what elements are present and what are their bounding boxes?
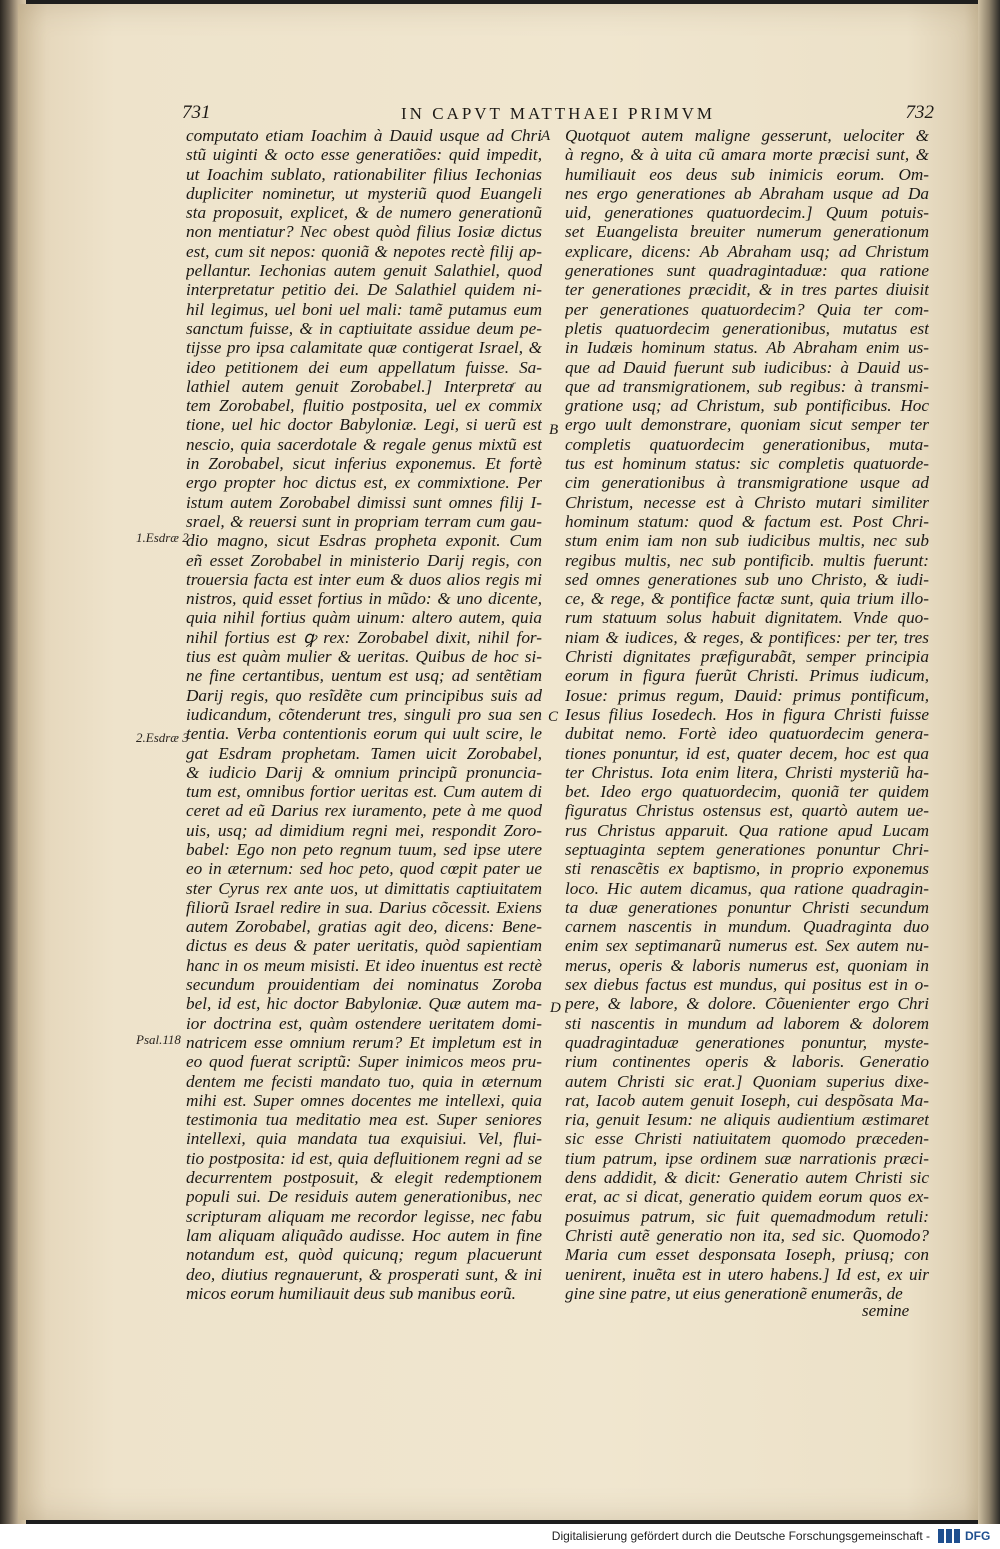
text-line: sta proposuit, explicet, & de numero generationũ (186, 203, 542, 223)
text-line: rum statuum solus habuit dignitatem. Vnde quo- (565, 608, 929, 628)
section-marker-a: A (541, 128, 551, 144)
text-line: que ad Dauid fuerunt sub iudicibus: à Dauid us- (565, 357, 929, 377)
text-line: ergo uult demonstrare, quoniam sicut semper ter (565, 415, 929, 435)
margin-note-esdrae-3: 2.Esdræ 3 (136, 730, 189, 745)
text-line: sanctum fuisse, & in captiuitate assidue deum pe- (186, 318, 542, 338)
text-line: notandum est, quòd quicunq; regum placuerunt (186, 1245, 542, 1265)
text-line: dupliciter nominetur, ut mysteriũ quod Euangeli (186, 183, 542, 203)
text-line: intellexi, quia mandata tua exquisiui. Vel, flui- (186, 1129, 542, 1149)
text-line: set Euangelista breuiter numerum generationum (565, 222, 929, 242)
text-line: tus est hominum status: sic completis quatuorde- (565, 454, 929, 474)
text-line: septuaginta septem generationes ponuntur Chri- (565, 839, 929, 859)
text-line: babel: Ego non peto regnum tuum, sed ipse utere (186, 839, 542, 859)
text-line: filiorũ Israel redire in sua. Darius cõcessit. Exiens (186, 897, 542, 917)
right-text-column (565, 126, 929, 1303)
text-line: decurrentem postposuit, & elegit redemptionem (186, 1168, 542, 1188)
text-line: ne fine certantibus, uentum est usq; ad sentẽtiam (186, 666, 542, 686)
text-line: non mentiatur? Nec obest quòd filius Iosiæ dictus (186, 222, 542, 242)
text-line: Christum, necesse est à Christo mutari similiter (565, 492, 929, 512)
text-line: srael, & reuersi sunt in propriam terram cum gau- (186, 511, 542, 531)
text-line: gat Esdram prophetam. Tamen uicit Zorobabel, (186, 743, 542, 763)
text-line: generationes sunt quadragintaduæ: qua ratione (565, 261, 929, 281)
text-line: uis, usq; ad dimidium regni mei, respondit Zoro- (186, 820, 542, 840)
text-line: Quotquot autem maligne gesserunt, uelociter & (565, 126, 929, 145)
text-line: rat, Iacob autem genuit Ioseph, cui despõsata Ma- (565, 1090, 929, 1110)
text-line: Maria cum esset desponsata Ioseph, priusq; con (565, 1245, 929, 1265)
text-line: nistros, quid esset fortius in mũdo: & uno dicente, (186, 589, 542, 609)
text-line: quia nihil fortius quàm uinum: altero autem, quia (186, 608, 542, 628)
text-line: autem Christi sic erat.] Quoniam superius dixe- (565, 1071, 929, 1091)
footer-bar (0, 1524, 1000, 1549)
text-line: stũ uiginti & octo esse generatiões: quid impedit, (186, 145, 542, 165)
funding-notice: Digitalisierung gefördert durch die Deutsche Forschungsgemeinschaft - (551, 1529, 930, 1543)
text-line: autem Zorobabel, gratias agit deo, dicens: Bene- (186, 917, 542, 937)
text-line: eorum in figura fuerũt Christi. Primus iudicum, (565, 666, 929, 686)
margin-note-psalm-118: Psal.118 (136, 1032, 181, 1047)
text-line: tiones ponuntur, id est, quater decem, hoc est qua (565, 743, 929, 763)
text-line: regibus multis, nec sub pontificib. multis fuerunt: (565, 550, 929, 570)
text-line: uenirent, inuẽta est in utero habens.] Id est, ex uir (565, 1264, 929, 1284)
dfg-logo: DFG (938, 1528, 992, 1544)
text-line: quadragintaduæ generationes ponuntur, myste- (565, 1032, 929, 1052)
text-line: dictus es deus & pater ueritatis, quòd sapientiam (186, 936, 542, 956)
text-line: rium continentes operis & laboris. Generatio (565, 1052, 929, 1072)
text-line: est, cum sit nepos: quoniã & nepotes rectè filij ap- (186, 241, 542, 261)
text-line: ria, genuit Iesum: ne aliquis audientium æstimaret (565, 1110, 929, 1130)
text-line: ter generationes præcidit, & in tres partes diuisit (565, 280, 929, 300)
text-line: Iosue: primus regum, Dauid: primus pontificum, (565, 685, 929, 705)
text-line: natricem esse omnium rerum? Et impletum est in (186, 1032, 542, 1052)
text-line: in Iudæis hominum status. Ab Abraham enim us- (565, 338, 929, 358)
text-line: rus Christus apparuit. Qua ratione apud Lucam (565, 820, 929, 840)
text-line: figuratus Christus ostensus est, quartò autem ue- (565, 801, 929, 821)
text-line: Darij regis, quo resĩdẽte cum principibus suis ad (186, 685, 542, 705)
text-line: cim generationibus à transmigratione usque ad (565, 473, 929, 493)
text-line: bet. Ideo ergo quatuordecim, quoniã ter quidem (565, 782, 929, 802)
running-title: IN CAPVT MATTHAEI PRIMVM (401, 104, 715, 123)
text-line: testimonia tua meditatio mea est. Super seniores (186, 1110, 542, 1130)
text-line: ideo petitionem dei eum appellatum fuisse. Sa- (186, 357, 542, 377)
text-line: sex diebus factus est mundus, qui positus est in o- (565, 975, 929, 995)
text-line: merus, operis & laboris numerus est, quoniam in (565, 955, 929, 975)
text-line: bel, id est, hic doctor Babyloniæ. Quæ autem ma- (186, 994, 542, 1014)
section-marker-d: D (550, 1000, 561, 1016)
text-line: scripturam aliquam me recordor legisse, nec fabu (186, 1206, 542, 1226)
text-line: humiliauit eos deus sub inimicis eorum. Om- (565, 164, 929, 184)
text-line: dentem me fecisti mandato tuo, quia in æternum (186, 1071, 542, 1091)
text-line: populi sui. De residuis autem generationibus, nec (186, 1187, 542, 1207)
text-line: dubitat nemo. Fortè ideo quatuordecim genera- (565, 724, 929, 744)
section-marker-c: C (548, 709, 559, 725)
text-line: & iudicio Darij & omnium principũ pronuncia- (186, 762, 542, 782)
text-line: gine sine patre, ut eius generationẽ enumerãs, de (565, 1283, 903, 1303)
text-line: eo quod fuerat scriptũ: Super inimicos meos pru- (186, 1052, 542, 1072)
text-line: posuimus patrum, sic fuit quemadmodum retuli: (565, 1206, 929, 1226)
text-line: iudicandum, cõtenderunt tres, singuli pro sua sen (186, 704, 542, 724)
text-line: nes ergo generationes ab Abraham usque ad Da (565, 183, 929, 203)
running-head (182, 102, 934, 128)
text-line: in Zorobabel, sicut inferius exponemus. Et fortè (186, 454, 542, 474)
text-line: ce, & rege, & pontifice factæ sunt, quia trium illo- (565, 589, 929, 609)
text-line: loco. Hic autem dicamus, qua ratione quadragin- (565, 878, 929, 898)
text-line: erat, ac si dicat, generatio quidem eorum quos ex- (565, 1187, 929, 1207)
text-line: secundum prouidentiam dei nominatus Zoroba (186, 975, 542, 995)
text-line: tius est quàm mulier & ueritas. Quibus de hoc si- (186, 647, 542, 667)
page-number-right: 732 (905, 102, 934, 123)
text-line: tione, uel hic doctor Babyloniæ. Legi, si uerũ est (186, 415, 542, 435)
text-line: stum enim iam non sub iudicibus multis, nec sub (565, 531, 929, 551)
text-line: ceret ad eũ Darius rex iuramento, pete à me quod (186, 801, 542, 821)
text-line: ut Ioachim sublato, rationabiliter filius Iechonias (186, 164, 542, 184)
text-line: tem Zorobabel, fluitio postposita, uel ex commix (186, 396, 542, 416)
text-line: hil legimus, uel boni uel mali: tamẽ putamus eum (186, 299, 542, 319)
section-marker-b: B (549, 422, 559, 438)
page-edge-right (978, 0, 1000, 1524)
left-text-column (186, 126, 542, 1303)
text-line: à regno, & à uita cũ amara morte præcisi sunt, & (565, 145, 929, 165)
text-line: hominum statum: quod & factum est. Post Chri- (565, 511, 929, 531)
text-line: computato etiam Ioachim à Dauid usque ad Chri (186, 126, 542, 145)
text-line: dio magno, sicut Esdras propheta exponit. Cum (186, 531, 542, 551)
text-line: explicare, dicens: Ab Abraham usq; ad Christum (565, 241, 929, 261)
page-number-left: 731 (182, 102, 211, 123)
text-line: nescio, quia sacerdotale & regale genus mixtũ est (186, 434, 542, 454)
text-line: sti nascentis in mundum ad laborem & dolorem (565, 1013, 929, 1033)
text-line: eo in æternum: sed hoc peto, quod cœpit pater ue (186, 859, 542, 879)
text-line: lam aliquam aliquãdo audisse. Hoc autem in fine (186, 1225, 542, 1245)
text-line: ergo propter hoc dictus est, ex commixtione. Per (186, 473, 542, 493)
text-line: nihil fortius est ꝙ rex: Zorobabel dixit, nihil for- (186, 627, 542, 647)
text-line: enim sex septimanarũ numerus est. Sex autem nu- (565, 936, 929, 956)
text-line: ta duæ generationes ponuntur Christi secundum (565, 897, 929, 917)
text-line: istum autem Zorobabel dimissi sunt omnes filij I- (186, 492, 542, 512)
text-line: ter Christus. Iota enim litera, Christi mysteriũ ha- (565, 762, 929, 782)
text-line: micos eorum humiliauit deus sub manibus eorũ. (186, 1283, 516, 1303)
text-line: Iesus filius Iosedech. Hos in figura Christi fuisse (565, 704, 929, 724)
text-line: sic esse Christi natiuitatem quomodo præceden- (565, 1129, 929, 1149)
text-line: tijsse pro ipsa calamitate quæ contigerat Israel, & (186, 338, 542, 358)
text-line: Christi autẽ generatio non ita, sed sic. Quomodo? (565, 1225, 929, 1245)
text-line: pletis quatuordecim generationibus, mutatus est (565, 318, 929, 338)
text-line: carnem nascentis in mundum. Quadraginta duo (565, 917, 929, 937)
text-line: interpretatur petitio dei. De Salathiel quidem ni- (186, 280, 542, 300)
text-line: per generationes quatuordecim? Quia ter com- (565, 299, 929, 319)
margin-note-esdrae-2: 1.Esdræ 2 (136, 530, 189, 545)
text-line: deo, diutius regnauerunt, & prosperati sunt, & ini (186, 1264, 542, 1284)
text-line: lathiel autem genuit Zorobabel.] Interpretaͬ au (186, 376, 542, 396)
text-line: sed omnes generationes sub uno Christo, & iudi- (565, 569, 929, 589)
text-line: tentia. Verba contentionis eorum qui uult scire, le (186, 724, 542, 744)
text-line: tium patrum, ipse ordinem suæ narrationis præci- (565, 1148, 929, 1168)
text-line: gratione usq; ad Christum, sub pontificibus. Hoc (565, 396, 929, 416)
text-line: hanc in os meum misisti. Et ideo inuentus est rectè (186, 955, 542, 975)
text-line: eñ esset Zorobabel in ministerio Darij regis, con (186, 550, 542, 570)
text-line: completis quatuordecim generationibus, muta- (565, 434, 929, 454)
text-line: niam & iudices, & reges, & pontifices: per ter, tres (565, 627, 929, 647)
text-line: tum est, omnibus fortior ueritas est. Cum autem di (186, 782, 542, 802)
text-line: uid, generationes quatuordecim.] Quum potuis- (565, 203, 929, 223)
text-line: mihi est. Super omnes docentes me intellexi, quia (186, 1090, 542, 1110)
catchword: semine (862, 1301, 910, 1320)
text-line: pere, & labore, & dolore. Cõuenienter ergo Chri (565, 994, 929, 1014)
text-line: trouersia facta est inter eum & duos alios regis mi (186, 569, 542, 589)
text-line: Christi dignitates præfigurabãt, semper principia (565, 647, 929, 667)
text-line: ster Cyrus rex ante uos, ut dimittatis captiuitatem (186, 878, 542, 898)
text-line: que ad transmigrationem, sub regibus: à transmi- (565, 376, 929, 396)
text-line: tio postposita: id est, quia defluitionem regni ad se (186, 1148, 542, 1168)
text-line: sti renascẽtis ex baptismo, in proprio exponemus (565, 859, 929, 879)
text-line: pellantur. Iechonias autem genuit Salathiel, quod (186, 261, 542, 281)
text-line: dens addidit, & dicit: Generatio autem Christi sic (565, 1168, 929, 1188)
text-line: ior doctrina est, quàm ostendere ueritatem domi- (186, 1013, 542, 1033)
